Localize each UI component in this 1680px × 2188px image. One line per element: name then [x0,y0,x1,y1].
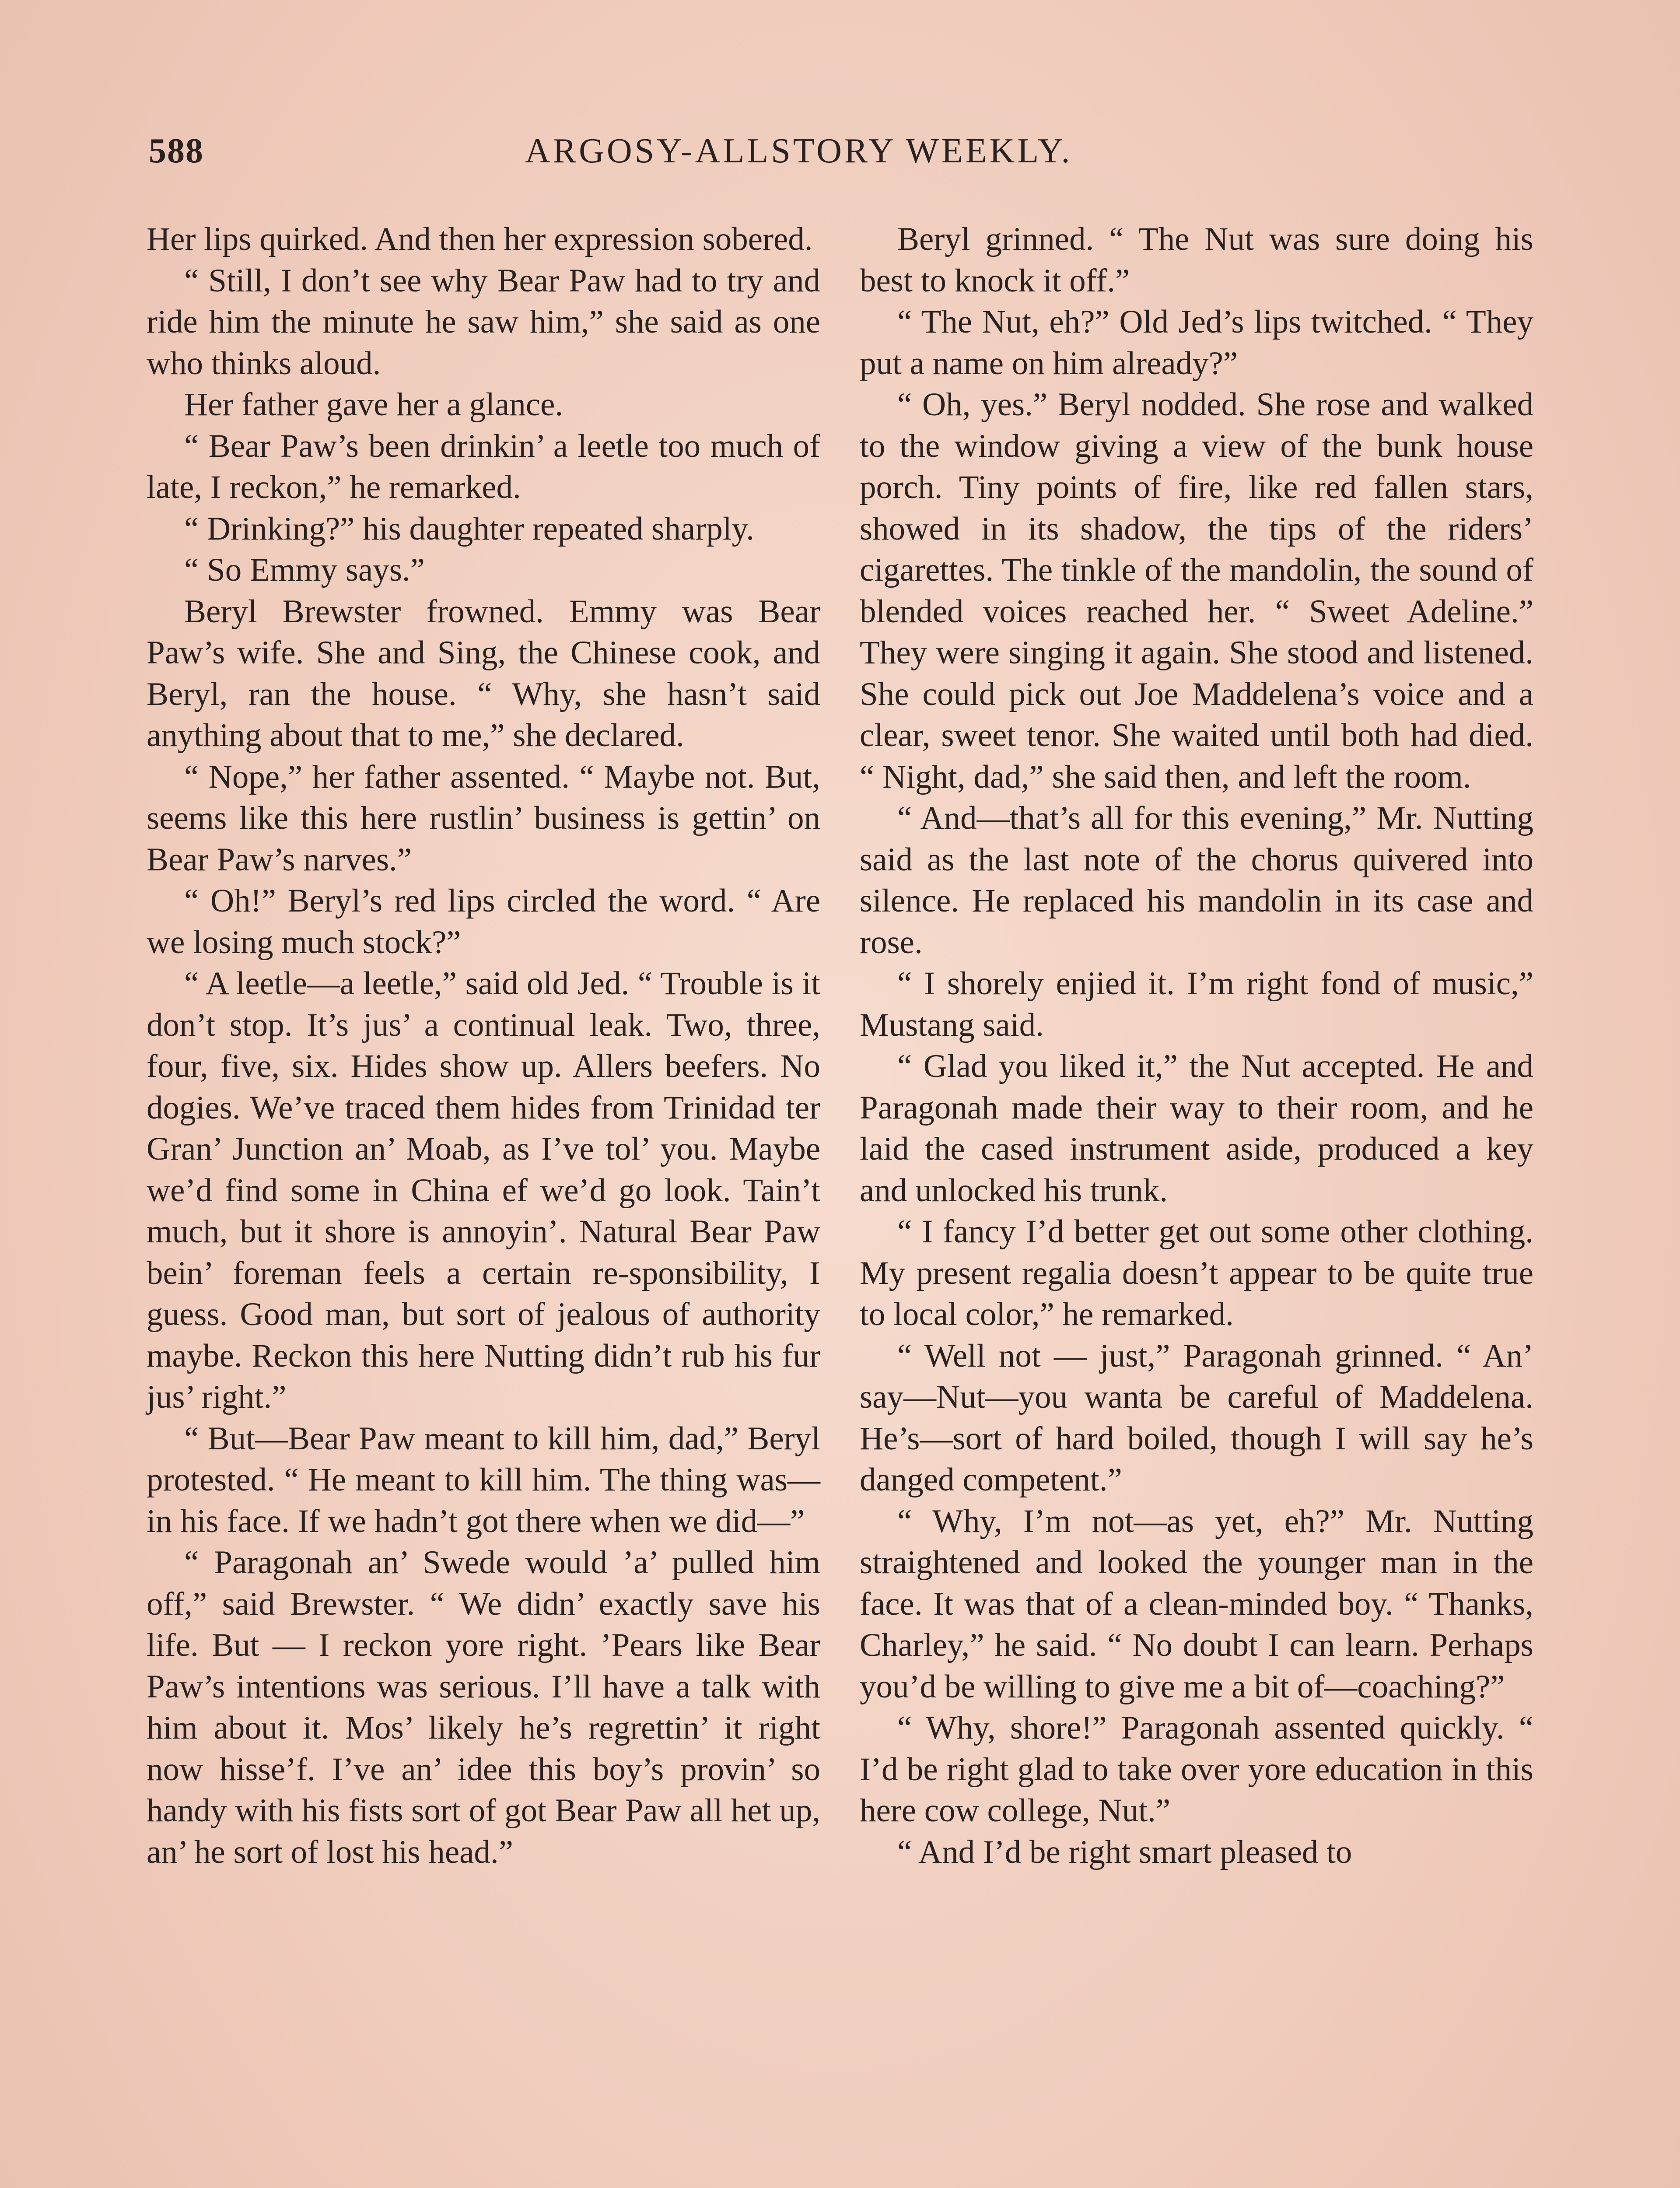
paragraph: “ Oh, yes.” Beryl nodded. She rose and walked to the window giving a view of the bunk house porch. Tiny points of fire, like red fallen stars, showed in its shadow, the tips of the riders’ cigarettes. The tinkle of the mandolin, the sound of blended voices reached her. “ Sweet Adeline.” They were singing it again. She stood and listened. She could pick out Joe Maddelena’s voice and a clear, sweet tenor. She waited until both had died. “ Night, dad,” she said then, and left the room. [860,386,1533,795]
paragraph: “ Why, shore!” Paragonah assented quickly. “ I’d be right glad to take over yore education in this here cow college, Nut.” [860,1710,1533,1829]
paragraph: “ I shorely enjied it. I’m right fond of music,” Mustang said. [860,965,1533,1043]
paragraph: “ Glad you liked it,” the Nut accepted. He and Paragonah made their way to their room, and he laid the cased instrument aside, produced a key and unlocked his trunk. [860,1048,1533,1209]
paragraph: Her lips quirked. And then her expression sobered. [147,221,813,257]
paragraph: Her father gave her a glance. [184,386,564,423]
paragraph: “ Still, I don’t see why Bear Paw had to try and ride him the minute he saw him,” she said as one who thinks aloud. [147,262,820,382]
paragraph: “ Bear Paw’s been drinkin’ a leetle too much of late, I reckon,” he remarked. [147,428,820,505]
paragraph: “ A leetle—a leetle,” said old Jed. “ Trouble is it don’t stop. It’s jus’ a continual leak. Two, three, four, five, six. Hides show up. Allers beefers. No dogies. We’ve traced them hides from Trinidad ter Gran’ Junction an’ Moab, as I’ve tol’ you. Maybe we’d find some in China ef we’d go look. Tain’t much, but it shore is annoyin’. Natural Bear Paw bein’ foreman feels a certain re-sponsibility, I guess. Good man, but sort of jealous of authority maybe. Reckon this here Nutting didn’t rub his fur jus’ right.” [147,965,820,1415]
paragraph: “ Why, I’m not—as yet, eh?” Mr. Nutting straightened and looked the younger man in the face. It was that of a clean-minded boy. “ Thanks, Charley,” he said. “ No doubt I can learn. Perhaps you’d be willing to give me a bit of—coaching?” [860,1503,1533,1705]
page-header [149,131,1540,184]
paragraph: “ I fancy I’d better get out some other clothing. My present regalia doesn’t appear to be quite true to local color,” he remarked. [860,1213,1533,1332]
paragraph: “ Oh!” Beryl’s red lips circled the word. “ Are we losing much stock?” [147,883,820,961]
left-column [147,219,820,1873]
paragraph: Beryl Brewster frowned. Emmy was Bear Paw’s wife. She and Sing, the Chinese cook, and Beryl, ran the house. “ Why, she hasn’t said anything about that to me,” she declared. [147,593,820,754]
paragraph: “ But—Bear Paw meant to kill him, dad,” Beryl protested. “ He meant to kill him. The thing was—in his face. If we hadn’t got there when we did—” [147,1420,820,1539]
paragraph: “ Nope,” her father assented. “ Maybe not. But, seems like this here rustlin’ business is gettin’ on Bear Paw’s narves.” [147,758,820,878]
paragraph: “ And I’d be right smart pleased to [897,1834,1352,1870]
paragraph: “ Well not — just,” Paragonah grinned. “ An’ say—Nut—you wanta be careful of Maddelena. He’s—sort of hard boiled, though I will say he’s danged competent.” [860,1337,1533,1498]
paragraph: Beryl grinned. “ The Nut was sure doing his best to knock it off.” [860,221,1533,299]
running-head: ARGOSY-ALLSTORY WEEKLY. [525,132,1073,170]
paragraph: “ The Nut, eh?” Old Jed’s lips twitched. “ They put a name on him already?” [860,304,1533,382]
right-column [860,219,1533,1873]
paragraph: “ Paragonah an’ Swede would ’a’ pulled him off,” said Brewster. “ We didn’ exactly save his life. But — I reckon yore right. ’Pears like Bear Paw’s intentions was serious. I’ll have a talk with him about it. Mos’ likely he’s regrettin’ it right now hisse’f. I’ve an’ idee this boy’s provin’ so handy with his fists sort of got Bear Paw all het up, an’ he sort of lost his head.” [147,1544,820,1870]
paragraph: “ And—that’s all for this evening,” Mr. Nutting said as the last note of the chorus quivered into silence. He replaced his mandolin in its case and rose. [860,800,1533,961]
page-number: 588 [149,132,204,170]
paragraph: “ Drinking?” his daughter repeated sharply. [184,510,754,547]
paragraph: “ So Emmy says.” [184,552,425,588]
